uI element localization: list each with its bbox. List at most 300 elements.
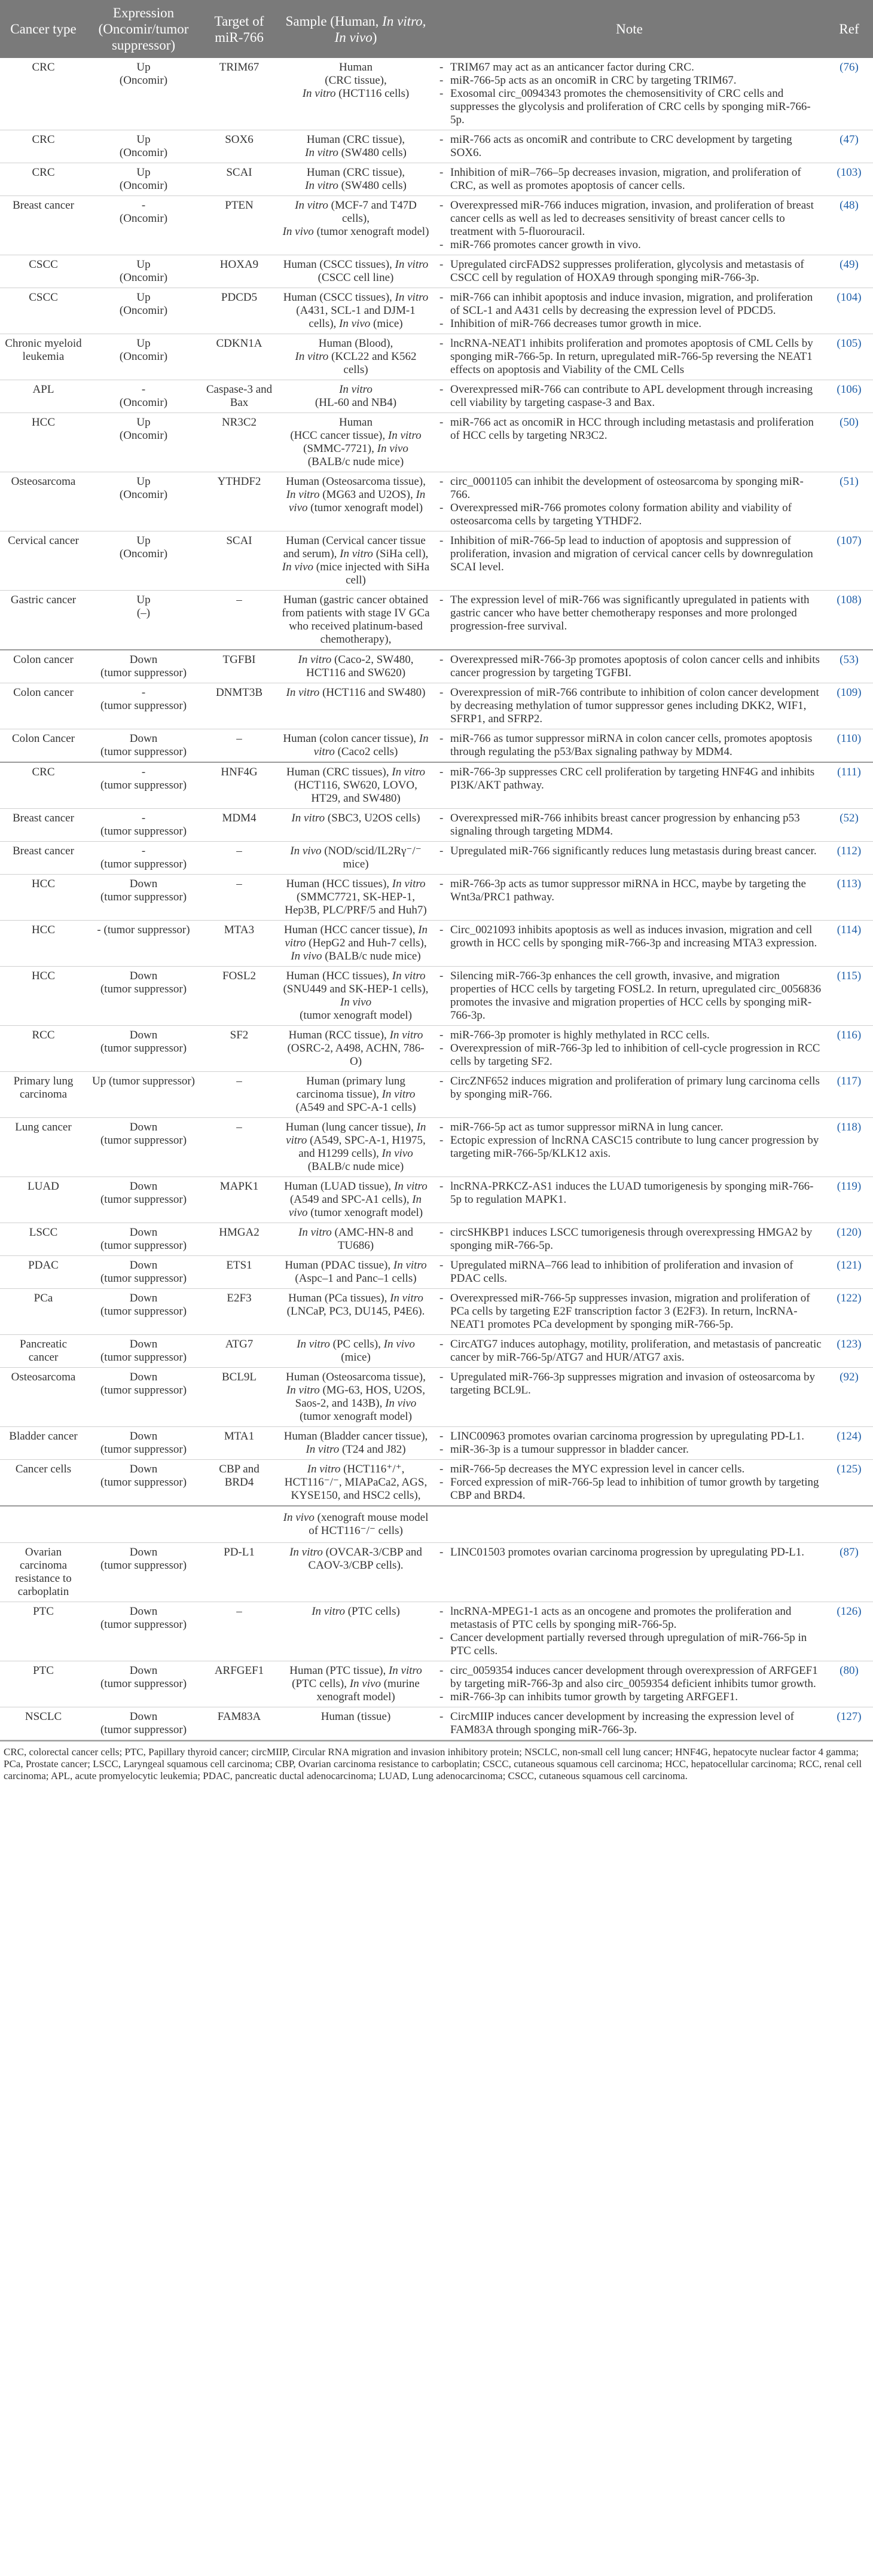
cell-ref-link[interactable]: (124) bbox=[825, 1427, 873, 1460]
cell-sample: In vitro (SBC3, U2OS cells) bbox=[278, 809, 434, 842]
table-row bbox=[0, 875, 873, 921]
cell-expression: Up (Oncomir) bbox=[87, 288, 200, 334]
cell-target: MTA1 bbox=[200, 1427, 278, 1460]
table-row bbox=[0, 130, 873, 163]
sample-italic-term: In vitro bbox=[297, 1338, 330, 1350]
note-item: - circSHKBP1 induces LSCC tumorigenesis through overexpressing HMGA2 by sponging miR-766-5p. bbox=[437, 1226, 822, 1252]
table-row bbox=[0, 58, 873, 130]
cell-expression: - (tumor suppressor) bbox=[87, 762, 200, 809]
cell-ref-link[interactable]: (103) bbox=[825, 163, 873, 196]
cell-target: ARFGEF1 bbox=[200, 1661, 278, 1707]
cell-sample: Human (Osteosarcoma tissue), In vitro (MG-63, HOS, U2OS, Saos-2, and 143B), In vivo (tumor xenograft model) bbox=[278, 1368, 434, 1427]
note-item: - Upregulated miR-766 significantly reduces lung metastasis during breast cancer. bbox=[437, 845, 822, 858]
cell-target: CDKN1A bbox=[200, 334, 278, 380]
cell-ref-link[interactable]: (50) bbox=[825, 413, 873, 472]
table-row bbox=[0, 591, 873, 650]
note-list bbox=[437, 416, 822, 442]
cell-sample: In vitro (OVCAR-3/CBP and CAOV-3/CBP cells). bbox=[278, 1543, 434, 1602]
cell-sample: Human (colon cancer tissue), In vitro (Caco2 cells) bbox=[278, 729, 434, 763]
cell-expression: Up (tumor suppressor) bbox=[87, 1072, 200, 1118]
table-row bbox=[0, 1661, 873, 1707]
cell-target: NR3C2 bbox=[200, 413, 278, 472]
cell-cancer-type: PTC bbox=[0, 1661, 87, 1707]
cell-sample: Human (CRC tissue), In vitro (HCT116 cells) bbox=[278, 58, 434, 130]
cell-ref-link[interactable]: (53) bbox=[825, 650, 873, 683]
sample-italic-term: In vitro bbox=[389, 1029, 423, 1041]
cell-sample: Human (PDAC tissue), In vitro (Aspc–1 and Panc–1 cells) bbox=[278, 1256, 434, 1289]
note-list bbox=[437, 1463, 822, 1502]
cell-sample: Human (PTC tissue), In vitro (PTC cells), In vivo (murine xenograft model) bbox=[278, 1661, 434, 1707]
note-list bbox=[437, 924, 822, 950]
note-item: - Overexpressed miR-766 inhibits breast cancer progression by enhancing p53 signaling through targeting MDM4. bbox=[437, 812, 822, 838]
cell-ref-link[interactable]: (121) bbox=[825, 1256, 873, 1289]
sample-italic-term: In vivo bbox=[349, 1677, 381, 1690]
cell-expression: - (tumor suppressor) bbox=[87, 921, 200, 967]
table-row bbox=[0, 163, 873, 196]
cell-sample: In vitro (Caco-2, SW480, HCT116 and SW620) bbox=[278, 650, 434, 683]
cell-ref-link[interactable]: (118) bbox=[825, 1118, 873, 1177]
table-footnote: CRC, colorectal cancer cells; PTC, Papillary thyroid cancer; circMIIP, Circular RNA migration and invasion inhibitory protein; NSCLC, non-small cell lung cancer; HNF4G, hepatocyte nuclear factor 4 gamma; PCa, Prostate cancer; LSCC, Laryngeal squamous cell carcinoma; CBP, Ovarian carcinoma resistance to carboplatin; CSCC, cutaneous squamous cell carcinoma; HCC, hepatocellular carcinoma; RCC, renal cell carcinoma; APL, acute promyelocytic leukemia; PDAC, pancreatic ductal adenocarcinoma; LUAD, Lung adenocarcinoma; CSCC, cutaneous squamous cell carcinoma. bbox=[0, 1740, 873, 1784]
note-list bbox=[437, 133, 822, 160]
table-row bbox=[0, 334, 873, 380]
table-row bbox=[0, 1543, 873, 1602]
cell-sample: Human (Bladder cancer tissue), In vitro (T24 and J82) bbox=[278, 1427, 434, 1460]
table-row bbox=[0, 1223, 873, 1256]
table-row bbox=[0, 809, 873, 842]
note-list bbox=[437, 383, 822, 410]
note-item: - lncRNA-MPEG1-1 acts as an oncogene and promotes the proliferation and metastasis of PTC cells by sponging miR-766-5p. bbox=[437, 1605, 822, 1631]
cell-target: HNF4G bbox=[200, 762, 278, 809]
cell-note bbox=[434, 967, 825, 1026]
table-row bbox=[0, 1427, 873, 1460]
cell-sample: In vitro (AMC-HN-8 and TU686) bbox=[278, 1223, 434, 1256]
header-ref: Ref bbox=[825, 0, 873, 58]
cell-note bbox=[434, 1223, 825, 1256]
cell-cancer-type: Cancer cells bbox=[0, 1460, 87, 1507]
cell-expression: - (tumor suppressor) bbox=[87, 683, 200, 729]
note-list bbox=[437, 766, 822, 792]
cell-expression: Down (tumor suppressor) bbox=[87, 1256, 200, 1289]
note-item: - Overexpression of miR-766 contribute to inhibition of colon cancer development by decreasing methylation of tumor suppressor genes including DKK2, WIF1, SFRP1, and SFRP2. bbox=[437, 686, 822, 726]
note-item: - Silencing miR-766-3p enhances the cell growth, invasive, and migration properties of HCC cells by targeting FOSL2. In return, upregulated circ_0056836 promotes the invasive and migration properties of HCC cells by sponging miR-766-3p. bbox=[437, 970, 822, 1022]
cell-sample: In vitro (PC cells), In vivo (mice) bbox=[278, 1335, 434, 1368]
cell-note bbox=[434, 1427, 825, 1460]
cell-expression: Up (Oncomir) bbox=[87, 58, 200, 130]
cell-ref-link[interactable]: (106) bbox=[825, 380, 873, 413]
cell-sample: In vitro (HL-60 and NB4) bbox=[278, 380, 434, 413]
note-item: - Exosomal circ_0094343 promotes the chemosensitivity of CRC cells and suppresses the glycolysis and proliferation of CRC cells by sponging miR-766-5p. bbox=[437, 87, 822, 127]
cell-ref-link[interactable]: (108) bbox=[825, 591, 873, 650]
sample-italic-term: In vitro bbox=[393, 1180, 428, 1193]
cell-sample: In vivo (xenograft mouse model of HCT116⁻/⁻ cells) bbox=[278, 1506, 434, 1543]
cell-expression: Down (tumor suppressor) bbox=[87, 1543, 200, 1602]
cell-cancer-type: Osteosarcoma bbox=[0, 1368, 87, 1427]
note-item: - Overexpressed miR-766 induces migration, invasion, and proliferation of breast cancer cells as well as led to decreases sensitivity of breast cancer cells to treatment with 5-fluorouracil. bbox=[437, 199, 822, 239]
cell-cancer-type: Osteosarcoma bbox=[0, 472, 87, 531]
cell-note bbox=[434, 130, 825, 163]
note-list bbox=[437, 1338, 822, 1364]
note-list bbox=[437, 1226, 822, 1252]
cell-sample: Human (gastric cancer obtained from patients with stage IV GCa who received platinum-based chemotherapy), bbox=[278, 591, 434, 650]
note-item: - Cancer development partially reversed through upregulation of miR-766-5p in PTC cells. bbox=[437, 1631, 822, 1658]
sample-italic-term: In vivo bbox=[385, 1397, 417, 1410]
note-list bbox=[437, 1180, 822, 1206]
note-list bbox=[437, 878, 822, 904]
cell-cancer-type: CRC bbox=[0, 163, 87, 196]
cell-ref-link[interactable]: (51) bbox=[825, 472, 873, 531]
cell-note bbox=[434, 163, 825, 196]
note-item: - Overexpressed miR-766 can contribute to APL development through increasing cell viability by targeting caspase-3 and Bax. bbox=[437, 383, 822, 410]
cell-sample: Human (Blood), In vitro (KCL22 and K562 cells) bbox=[278, 334, 434, 380]
note-list bbox=[437, 1292, 822, 1331]
sample-italic-term: In vitro bbox=[387, 429, 422, 442]
cell-expression: - (tumor suppressor) bbox=[87, 842, 200, 875]
cell-cancer-type: Breast cancer bbox=[0, 809, 87, 842]
note-list bbox=[437, 1029, 822, 1068]
note-item: - miR-766-5p decreases the MYC expression level in cancer cells. bbox=[437, 1463, 822, 1476]
note-list bbox=[437, 61, 822, 127]
cell-ref-link[interactable]: (47) bbox=[825, 130, 873, 163]
note-list bbox=[437, 653, 822, 680]
cell-ref-link[interactable]: (117) bbox=[825, 1072, 873, 1118]
cell-cancer-type: Lung cancer bbox=[0, 1118, 87, 1177]
cell-sample: Human (Cervical cancer tissue and serum), In vitro (SiHa cell), In vivo (mice injected with SiHa cell) bbox=[278, 531, 434, 591]
sample-italic-term: In vivo bbox=[339, 317, 371, 330]
cell-cancer-type: Colon cancer bbox=[0, 650, 87, 683]
note-item: - Inhibition of miR–766–5p decreases invasion, migration, and proliferation of CRC, as well as promotes apoptosis of cancer cells. bbox=[437, 166, 822, 192]
header-note: Note bbox=[434, 0, 825, 58]
cell-sample: In vitro (PTC cells) bbox=[278, 1602, 434, 1661]
cell-target: E2F3 bbox=[200, 1289, 278, 1335]
sample-italic-term: In vitro bbox=[307, 1463, 341, 1475]
cell-note bbox=[434, 1602, 825, 1661]
cell-sample: Human (HCC tissues), In vitro (SMMC7721, SK-HEP-1, Hep3B, PLC/PRF/5 and Huh7) bbox=[278, 875, 434, 921]
note-item: - Upregulated miR-766-3p suppresses migration and invasion of osteosarcoma by targeting BCL9L. bbox=[437, 1371, 822, 1397]
cell-ref-link[interactable]: (125) bbox=[825, 1460, 873, 1507]
cell-target: SCAI bbox=[200, 163, 278, 196]
cell-cancer-type: HCC bbox=[0, 875, 87, 921]
cell-ref-link[interactable]: (87) bbox=[825, 1543, 873, 1602]
sample-italic-term: In vitro bbox=[302, 87, 336, 100]
note-list bbox=[437, 594, 822, 633]
cell-note bbox=[434, 1368, 825, 1427]
cell-expression: Up (Oncomir) bbox=[87, 130, 200, 163]
cell-ref-link[interactable]: (104) bbox=[825, 288, 873, 334]
cell-expression: Down (tumor suppressor) bbox=[87, 1289, 200, 1335]
note-item: - Overexpressed miR-766-3p promotes apoptosis of colon cancer cells and inhibits cancer progression by targeting TGFBI. bbox=[437, 653, 822, 680]
note-item: - miR-766 acts as oncomiR and contribute to CRC development by targeting SOX6. bbox=[437, 133, 822, 160]
sample-italic-term: In vitro bbox=[286, 1121, 426, 1147]
cell-target: FOSL2 bbox=[200, 967, 278, 1026]
cell-target: MAPK1 bbox=[200, 1177, 278, 1223]
cell-ref-link[interactable] bbox=[825, 1506, 873, 1543]
cell-cancer-type: Breast cancer bbox=[0, 842, 87, 875]
cell-ref-link[interactable]: (111) bbox=[825, 762, 873, 809]
note-item: - miR-36-3p is a tumour suppressor in bladder cancer. bbox=[437, 1443, 822, 1456]
cell-target: YTHDF2 bbox=[200, 472, 278, 531]
cell-expression: Down (tumor suppressor) bbox=[87, 1707, 200, 1740]
table-row bbox=[0, 531, 873, 591]
cell-target: HOXA9 bbox=[200, 255, 278, 288]
cell-note bbox=[434, 650, 825, 683]
cell-cancer-type: CRC bbox=[0, 58, 87, 130]
cell-ref-link[interactable]: (127) bbox=[825, 1707, 873, 1740]
sample-italic-term: In vitro bbox=[305, 179, 338, 192]
header-sample-italic: In vitro, In vivo bbox=[334, 13, 426, 45]
cell-sample: In vitro (HCT116⁺/⁺, HCT116⁻/⁻, MIAPaCa2, AGS, KYSE150, and HSC2 cells), bbox=[278, 1460, 434, 1507]
cell-expression: Down (tumor suppressor) bbox=[87, 1427, 200, 1460]
cell-note bbox=[434, 1289, 825, 1335]
cell-cancer-type: Primary lung carcinoma bbox=[0, 1072, 87, 1118]
cell-note bbox=[434, 921, 825, 967]
cell-cancer-type: CRC bbox=[0, 762, 87, 809]
cell-expression: Down (tumor suppressor) bbox=[87, 1460, 200, 1507]
cell-note bbox=[434, 531, 825, 591]
note-item: - miR-766 promotes cancer growth in vivo. bbox=[437, 239, 822, 252]
note-list bbox=[437, 258, 822, 285]
cell-ref-link[interactable]: (105) bbox=[825, 334, 873, 380]
cell-note bbox=[434, 762, 825, 809]
header-sample-prefix: Sample (Human, bbox=[285, 13, 383, 29]
sample-italic-term: In vivo bbox=[383, 1338, 415, 1350]
note-item: - The expression level of miR-766 was significantly upregulated in patients with gastric cancer who have better chemotherapy responses and more prolonged progression-free survival. bbox=[437, 594, 822, 633]
cell-note bbox=[434, 809, 825, 842]
cell-cancer-type: CRC bbox=[0, 130, 87, 163]
cell-target: MDM4 bbox=[200, 809, 278, 842]
cell-target: TGFBI bbox=[200, 650, 278, 683]
sample-italic-term: In vitro bbox=[285, 924, 428, 949]
cell-note bbox=[434, 255, 825, 288]
sample-italic-term: In vitro bbox=[295, 199, 328, 212]
cell-expression: Up (–) bbox=[87, 591, 200, 650]
note-item: - circ_0001105 can inhibit the development of osteosarcoma by sponging miR-766. bbox=[437, 475, 822, 502]
table-row bbox=[0, 1118, 873, 1177]
cell-target: SOX6 bbox=[200, 130, 278, 163]
cell-expression: - (Oncomir) bbox=[87, 196, 200, 255]
table-row bbox=[0, 1707, 873, 1740]
cell-ref-link[interactable]: (115) bbox=[825, 967, 873, 1026]
cell-ref-link[interactable]: (126) bbox=[825, 1602, 873, 1661]
cell-note bbox=[434, 196, 825, 255]
table-row bbox=[0, 921, 873, 967]
cell-ref-link[interactable]: (92) bbox=[825, 1368, 873, 1427]
note-list bbox=[437, 337, 822, 377]
sample-italic-term: In vivo bbox=[282, 561, 314, 573]
cell-ref-link[interactable]: (52) bbox=[825, 809, 873, 842]
cell-cancer-type: PCa bbox=[0, 1289, 87, 1335]
cell-note bbox=[434, 58, 825, 130]
cell-expression: Down (tumor suppressor) bbox=[87, 1026, 200, 1072]
table-body bbox=[0, 58, 873, 1740]
note-list bbox=[437, 1546, 822, 1559]
cell-note bbox=[434, 1460, 825, 1507]
sample-italic-term: In vitro bbox=[313, 732, 429, 758]
sample-italic-term: In vitro bbox=[306, 1443, 340, 1456]
table-row bbox=[0, 380, 873, 413]
cell-target: – bbox=[200, 591, 278, 650]
note-list bbox=[437, 845, 822, 858]
note-list bbox=[437, 1075, 822, 1101]
cell-target: CBP and BRD4 bbox=[200, 1460, 278, 1507]
cell-sample: Human (HCC tissues), In vitro (SNU449 and SK-HEP-1 cells), In vivo (tumor xenograft model) bbox=[278, 967, 434, 1026]
sample-italic-term: In vivo bbox=[381, 1147, 413, 1160]
table-row bbox=[0, 413, 873, 472]
note-item: - circ_0059354 induces cancer development through overexpression of ARFGEF1 by targeting miR-766-3p and also circ_0059354 deficient inhibits tumor growth. bbox=[437, 1664, 822, 1691]
cell-target: ATG7 bbox=[200, 1335, 278, 1368]
cell-note bbox=[434, 1256, 825, 1289]
cell-sample: In vitro (HCT116 and SW480) bbox=[278, 683, 434, 729]
cell-expression: Down (tumor suppressor) bbox=[87, 1602, 200, 1661]
cell-note bbox=[434, 334, 825, 380]
cell-cancer-type: Pancreatic cancer bbox=[0, 1335, 87, 1368]
table-header bbox=[0, 0, 873, 58]
cell-sample: Human (lung cancer tissue), In vitro (A549, SPC-A-1, H1975, and H1299 cells), In vivo (BALB/c nude mice) bbox=[278, 1118, 434, 1177]
cell-note bbox=[434, 472, 825, 531]
cell-ref-link[interactable]: (109) bbox=[825, 683, 873, 729]
cell-ref-link[interactable]: (110) bbox=[825, 729, 873, 763]
cell-cancer-type: Cervical cancer bbox=[0, 531, 87, 591]
note-item: - lncRNA-PRKCZ-AS1 induces the LUAD tumorigenesis by sponging miR-766-5p to regulation MAPK1. bbox=[437, 1180, 822, 1206]
sample-italic-term: In vitro bbox=[393, 1259, 427, 1272]
cell-expression: - (Oncomir) bbox=[87, 380, 200, 413]
header-cancer-type: Cancer type bbox=[0, 0, 87, 58]
table-row bbox=[0, 1289, 873, 1335]
table-row bbox=[0, 1506, 873, 1543]
cell-cancer-type: HCC bbox=[0, 413, 87, 472]
sample-italic-term: In vitro bbox=[312, 1605, 345, 1618]
cell-cancer-type: CSCC bbox=[0, 255, 87, 288]
sample-italic-term: In vitro bbox=[339, 383, 373, 396]
sample-italic-term: In vivo bbox=[340, 996, 372, 1009]
note-list bbox=[437, 1710, 822, 1737]
cell-cancer-type: APL bbox=[0, 380, 87, 413]
note-item: - Inhibition of miR-766-5p lead to induction of apoptosis and suppression of proliferation, invasion and migration of cervical cancer cells by downregulation SCAI level. bbox=[437, 534, 822, 574]
note-item: - Inhibition of miR-766 decreases tumor growth in mice. bbox=[437, 317, 822, 331]
cell-expression: Up (Oncomir) bbox=[87, 472, 200, 531]
note-item: - CircZNF652 induces migration and proliferation of primary lung carcinoma cells by sponging miR-766. bbox=[437, 1075, 822, 1101]
cell-note bbox=[434, 1177, 825, 1223]
note-item: - lncRNA-NEAT1 inhibits proliferation and promotes apoptosis of CML Cells by sponging miR-766-5p. In return, upregulated miR-766-5p reversing the NEAT1 effects on apoptosis and Viability of the CML Cells bbox=[437, 337, 822, 377]
cell-expression: Down (tumor suppressor) bbox=[87, 650, 200, 683]
table-row bbox=[0, 288, 873, 334]
cell-note bbox=[434, 413, 825, 472]
table-row bbox=[0, 729, 873, 763]
cell-ref-link[interactable]: (112) bbox=[825, 842, 873, 875]
sample-italic-term: In vitro bbox=[298, 653, 332, 666]
cell-target: Caspase-3 and Bax bbox=[200, 380, 278, 413]
sample-italic-term: In vitro bbox=[289, 1546, 323, 1559]
note-item: - Upregulated miRNA–766 lead to inhibition of proliferation and invasion of PDAC cells. bbox=[437, 1259, 822, 1285]
note-item: - miR-766 act as oncomiR in HCC through including metastasis and proliferation of HCC cells by targeting NR3C2. bbox=[437, 416, 822, 442]
table-row bbox=[0, 1460, 873, 1507]
sample-italic-term: In vitro bbox=[295, 350, 329, 363]
cell-target: – bbox=[200, 842, 278, 875]
cell-sample: Human (CSCC tissues), In vitro (A431, SCL-1 and DJM-1 cells), In vivo (mice) bbox=[278, 288, 434, 334]
sample-italic-term: In vivo bbox=[282, 225, 314, 238]
note-item: - miR-766-3p suppresses CRC cell proliferation by targeting HNF4G and inhibits PI3K/AKT pathway. bbox=[437, 766, 822, 792]
cell-ref-link[interactable]: (120) bbox=[825, 1223, 873, 1256]
note-item: - miR-766 can inhibit apoptosis and induce invasion, migration, and proliferation of SCL-1 and A431 cells by decreasing the expression level of PDCD5. bbox=[437, 291, 822, 317]
cell-target: MTA3 bbox=[200, 921, 278, 967]
cell-ref-link[interactable]: (76) bbox=[825, 58, 873, 130]
cell-note bbox=[434, 1506, 825, 1543]
cell-sample: Human (CSCC tissues), In vitro (CSCC cell line) bbox=[278, 255, 434, 288]
cell-target: – bbox=[200, 875, 278, 921]
cell-ref-link[interactable]: (116) bbox=[825, 1026, 873, 1072]
cell-target: PD-L1 bbox=[200, 1543, 278, 1602]
cell-target: DNMT3B bbox=[200, 683, 278, 729]
cell-ref-link[interactable]: (123) bbox=[825, 1335, 873, 1368]
cell-note bbox=[434, 1661, 825, 1707]
cell-ref-link[interactable]: (114) bbox=[825, 921, 873, 967]
cell-expression: Down (tumor suppressor) bbox=[87, 1223, 200, 1256]
sample-italic-term: In vitro bbox=[286, 488, 320, 501]
cell-ref-link[interactable]: (80) bbox=[825, 1661, 873, 1707]
table-row bbox=[0, 1368, 873, 1427]
note-list bbox=[437, 475, 822, 528]
table-row bbox=[0, 1602, 873, 1661]
note-list bbox=[437, 1430, 822, 1456]
cell-sample: Human (tissue) bbox=[278, 1707, 434, 1740]
note-list bbox=[437, 1259, 822, 1285]
cell-target: FAM83A bbox=[200, 1707, 278, 1740]
cell-cancer-type: Ovarian carcinoma resistance to carboplatin bbox=[0, 1543, 87, 1602]
cell-note bbox=[434, 875, 825, 921]
cell-sample: Human (CRC tissues), In vitro (HCT116, SW620, LOVO, HT29, and SW480) bbox=[278, 762, 434, 809]
cell-cancer-type: Bladder cancer bbox=[0, 1427, 87, 1460]
cell-ref-link[interactable]: (119) bbox=[825, 1177, 873, 1223]
cell-target bbox=[200, 1506, 278, 1543]
note-list bbox=[437, 732, 822, 759]
cell-expression: Down (tumor suppressor) bbox=[87, 1368, 200, 1427]
note-item: - LINC00963 promotes ovarian carcinoma progression by upregulating PD-L1. bbox=[437, 1430, 822, 1443]
cell-note bbox=[434, 288, 825, 334]
table-row bbox=[0, 196, 873, 255]
note-item: - Forced expression of miR-766-5p lead to inhibition of tumor growth by targeting CBP and BRD4. bbox=[437, 1476, 822, 1502]
sample-italic-term: In vitro bbox=[395, 291, 429, 304]
table-row bbox=[0, 967, 873, 1026]
note-item: - miR-766-3p can inhibits tumor growth by targeting ARFGEF1. bbox=[437, 1691, 822, 1704]
note-list bbox=[437, 686, 822, 726]
cell-sample: Human (HCC cancer tissue), In vitro (SMMC-7721), In vivo (BALB/c nude mice) bbox=[278, 413, 434, 472]
cell-target: – bbox=[200, 1118, 278, 1177]
cell-target: HMGA2 bbox=[200, 1223, 278, 1256]
cell-cancer-type: PTC bbox=[0, 1602, 87, 1661]
cell-ref-link[interactable]: (107) bbox=[825, 531, 873, 591]
sample-italic-term: In vivo bbox=[290, 845, 322, 857]
table-row bbox=[0, 1026, 873, 1072]
cell-cancer-type: Chronic myeloid leukemia bbox=[0, 334, 87, 380]
note-item: - Overexpression of miR-766-3p led to inhibition of cell-cycle progression in RCC cells by targeting SF2. bbox=[437, 1042, 822, 1068]
cell-ref-link[interactable]: (48) bbox=[825, 196, 873, 255]
cell-note bbox=[434, 591, 825, 650]
note-item: - miR-766 as tumor suppressor miRNA in colon cancer cells, promotes apoptosis through regulating the p53/Bax signaling pathway by MDM4. bbox=[437, 732, 822, 759]
table-row bbox=[0, 1072, 873, 1118]
cell-expression bbox=[87, 1506, 200, 1543]
cell-cancer-type: HCC bbox=[0, 967, 87, 1026]
cell-ref-link[interactable]: (122) bbox=[825, 1289, 873, 1335]
cell-target: SCAI bbox=[200, 531, 278, 591]
cell-cancer-type: LSCC bbox=[0, 1223, 87, 1256]
cell-cancer-type: Breast cancer bbox=[0, 196, 87, 255]
cell-note bbox=[434, 842, 825, 875]
cell-note bbox=[434, 380, 825, 413]
note-item: - CircMIIP induces cancer development by increasing the expression level of FAM83A through sponging miR-766-3p. bbox=[437, 1710, 822, 1737]
cell-target: PTEN bbox=[200, 196, 278, 255]
cell-ref-link[interactable]: (49) bbox=[825, 255, 873, 288]
cell-ref-link[interactable]: (113) bbox=[825, 875, 873, 921]
sample-italic-term: In vitro bbox=[381, 1088, 416, 1101]
